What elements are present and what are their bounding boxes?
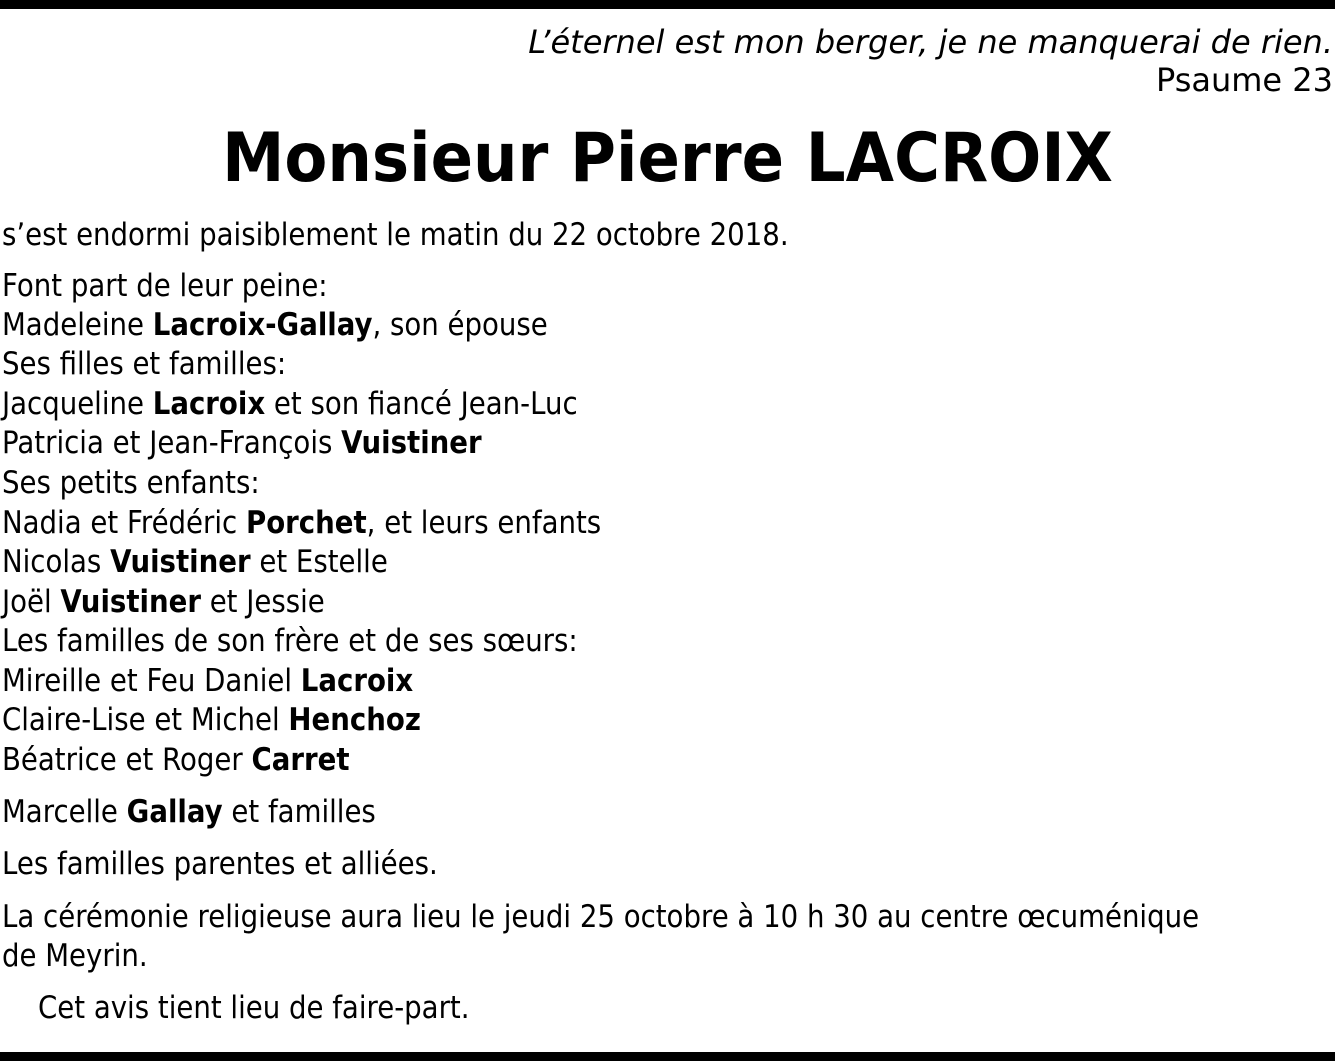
- bottom-rule: [0, 1052, 1335, 1061]
- intro-text: s’est endormi paisiblement le matin du 22 octobre 2018.: [2, 217, 789, 253]
- surname: Carret: [251, 742, 350, 778]
- deceased-name-title: Monsieur Pierre LACROIX: [222, 119, 1113, 198]
- ceremony-line-2: de Meyrin.: [2, 938, 148, 974]
- daughters-heading: Ses filles et familles:: [2, 346, 287, 382]
- surname: Vuistiner: [60, 584, 201, 620]
- daughter-line-2: Patricia et Jean-François Vuistiner: [2, 425, 482, 461]
- ceremony-line-1: La cérémonie religieuse aura lieu le jeudi 25 octobre à 10 h 30 au centre œcuménique: [2, 899, 1200, 935]
- grandchild-line-3: Joël Vuistiner et Jessie: [2, 584, 325, 620]
- surname: Vuistiner: [110, 544, 251, 580]
- spouse-line: Madeleine Lacroix-Gallay, son épouse: [2, 307, 548, 343]
- top-rule: [0, 0, 1335, 9]
- surname: Gallay: [126, 794, 223, 830]
- epigraph-quote: L’éternel est mon berger, je ne manquerai de rien.: [528, 23, 1333, 61]
- grandchildren-heading: Ses petits enfants:: [2, 465, 260, 501]
- surname: Henchoz: [288, 702, 421, 738]
- surname: Lacroix: [152, 386, 266, 422]
- siblings-heading: Les familles de son frère et de ses sœurs:: [2, 623, 578, 659]
- family-heading: Font part de leur peine:: [2, 268, 328, 304]
- surname: Porchet: [245, 505, 367, 541]
- grandchild-line-1: Nadia et Frédéric Porchet, et leurs enfants: [2, 505, 602, 541]
- daughter-line-1: Jacqueline Lacroix et son fiancé Jean-Luc: [2, 386, 578, 422]
- epigraph-source: Psaume 23: [1155, 61, 1333, 99]
- sibling-line-2: Claire-Lise et Michel Henchoz: [2, 702, 421, 738]
- surname: Lacroix: [300, 663, 414, 699]
- closing-note: Cet avis tient lieu de faire-part.: [38, 990, 470, 1026]
- surname: Lacroix-Gallay: [152, 307, 373, 343]
- surname: Vuistiner: [341, 425, 482, 461]
- sibling-line-3: Béatrice et Roger Carret: [2, 742, 350, 778]
- relatives-line: Les familles parentes et alliées.: [2, 846, 438, 882]
- other-family-line: Marcelle Gallay et familles: [2, 794, 376, 830]
- sibling-line-1: Mireille et Feu Daniel Lacroix: [2, 663, 414, 699]
- grandchild-line-2: Nicolas Vuistiner et Estelle: [2, 544, 388, 580]
